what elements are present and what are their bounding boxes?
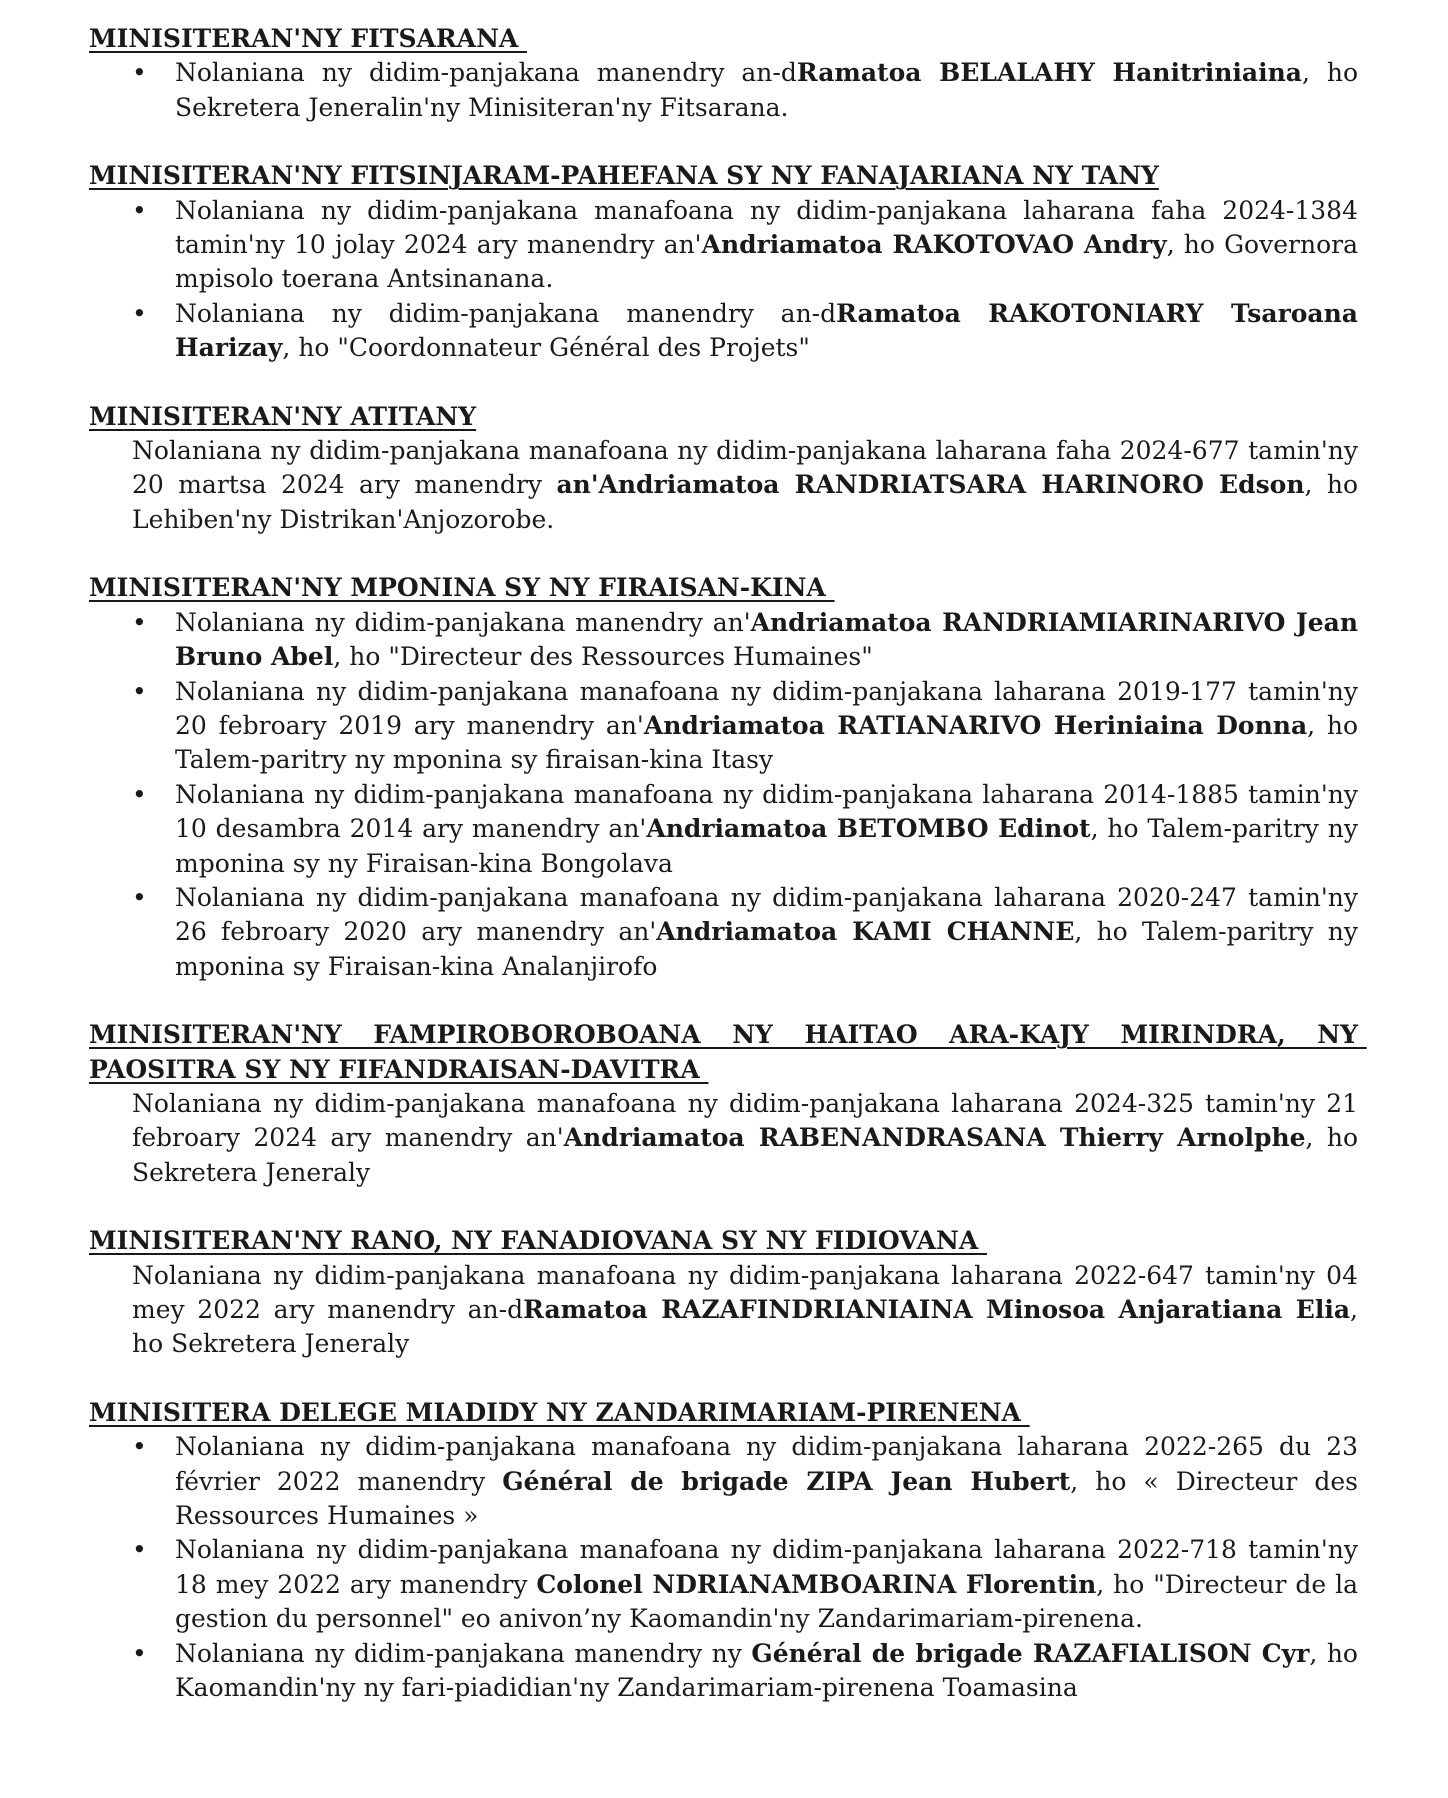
ministry-heading: MINISITERAN'NY ATITANY <box>89 401 477 431</box>
ministry-section <box>89 400 1358 538</box>
decree-text: Nolaniana ny didim-panjakana manafoana ny didim-panjakana laharana faha 2024-677 tamin'ny 20 martsa 2024 ary manendry <box>132 436 1358 500</box>
ministry-section <box>89 571 1358 984</box>
appointee-name: Ramatoa BELALAHY Hanitriniaina <box>796 58 1302 88</box>
appointee-name: Général de brigade ZIPA Jean Hubert <box>502 1466 1071 1496</box>
ministry-heading: MINISITERAN'NY FAMPIROBOROBOANA NY HAITAO ARA-KAJY MIRINDRA, NY PAOSITRA SY NY FIFANDRAISAN-DAVITRA <box>89 1020 1367 1084</box>
ministry-heading: MINISITERAN'NY MPONINA SY NY FIRAISAN-KINA <box>89 573 835 603</box>
ministry-section <box>89 1396 1358 1706</box>
decree-list-item <box>175 1637 1358 1706</box>
decree-list <box>89 56 1358 125</box>
decree-text: Nolaniana ny didim-panjakana manafoana ny didim-panjakana laharana 2014-1885 tamin'ny 10 desambra 2014 ary manendry an' <box>175 779 1358 844</box>
decree-list-item <box>175 778 1358 881</box>
decree-paragraph <box>132 1087 1358 1190</box>
decree-paragraph <box>132 434 1358 537</box>
decree-text: , ho Sekretera Jeneralin'ny Minisiteran'ny Fitsarana. <box>175 58 1358 122</box>
decree-text: , ho Sekretera Jeneraly <box>132 1295 1358 1359</box>
decree-text: , ho Governora mpisolo toerana Antsinanana. <box>175 230 1358 294</box>
decree-text: Nolaniana ny didim-panjakana manafoana ny didim-panjakana laharana 2022-265 du 23 février 2022 manendry <box>175 1432 1358 1496</box>
decree-text: , ho "Directeur de la gestion du personnel" eo anivon’ny Kaomandin'ny Zandarimariam-pirenena. <box>175 1569 1358 1634</box>
decree-text: Nolaniana ny didim-panjakana manafoana ny didim-panjakana laharana faha 2024-1384 tamin'ny 10 jolay 2024 ary manendry an' <box>175 195 1358 260</box>
decree-text: , ho Lehiben'ny Distrikan'Anjozorobe. <box>132 470 1358 534</box>
decree-text: Nolaniana ny didim-panjakana manendry an' <box>175 607 751 637</box>
appointee-name: Ramatoa RAKOTONIARY Tsaroana Harizay <box>175 298 1358 363</box>
decree-text: Nolaniana ny didim-panjakana manafoana ny didim-panjakana laharana 2022-718 tamin'ny 18 mey 2022 ary manendry <box>175 1535 1358 1599</box>
decree-text: Nolaniana ny didim-panjakana manendry an-d <box>175 58 797 88</box>
decree-text: , ho "Coordonnateur Général des Projets" <box>282 333 810 363</box>
decree-list-item <box>175 1430 1358 1533</box>
appointee-name: Andriamatoa RAKOTOVAO Andry <box>701 230 1167 260</box>
decree-text: , ho Talem-paritry ny mponina sy Firaisan-kina Analanjirofo <box>175 917 1358 981</box>
decree-text: Nolaniana ny didim-panjakana manafoana ny didim-panjakana laharana 2024-325 tamin'ny 21 febroary 2024 ary manendry an' <box>132 1088 1358 1153</box>
decree-text: , ho « Directeur des Ressources Humaines » <box>175 1466 1359 1531</box>
ministry-heading: MINISITERAN'NY FITSARANA <box>89 24 528 53</box>
appointee-name: Andriamatoa BETOMBO Edinot <box>646 814 1091 844</box>
decree-text: , ho "Directeur des Ressources Humaines" <box>333 642 873 672</box>
ministry-heading: MINISITERAN'NY RANO, NY FANADIOVANA SY NY FIDIOVANA <box>89 1226 987 1256</box>
decree-text: Nolaniana ny didim-panjakana manafoana ny didim-panjakana laharana 2019-177 tamin'ny 20 febroary 2019 ary manendry an' <box>175 676 1358 740</box>
appointee-name: Colonel NDRIANAMBOARINA Florentin <box>536 1569 1097 1599</box>
decree-text: Nolaniana ny didim-panjakana manafoana ny didim-panjakana laharana 2022-647 tamin'ny 04 mey 2022 ary manendry an-d <box>132 1260 1358 1324</box>
decree-paragraph <box>132 1259 1358 1362</box>
appointee-name: an'Andriamatoa RANDRIATSARA HARINORO Edson <box>556 470 1305 500</box>
appointee-name: Andriamatoa RABENANDRASANA Thierry Arnolphe <box>563 1123 1306 1153</box>
ministry-heading: MINISITERA DELEGE MIADIDY NY ZANDARIMARIAM-PIRENENA <box>89 1397 1030 1427</box>
decree-text: Nolaniana ny didim-panjakana manendry an-d <box>175 298 837 328</box>
decree-list-item <box>175 194 1358 297</box>
decree-list-item <box>175 297 1358 366</box>
document-body <box>89 22 1367 1739</box>
decree-list <box>89 606 1358 984</box>
decree-text: , ho Talem-paritry ny mponina sy ny Firaisan-kina Bongolava <box>175 814 1358 878</box>
decree-list-item <box>175 881 1358 984</box>
decree-list <box>89 1430 1358 1705</box>
ministry-section <box>89 1018 1367 1190</box>
decree-text: , ho Kaomandin'ny ny fari-piadidian'ny Zandarimariam-pirenena Toamasina <box>175 1638 1358 1703</box>
decree-text: , ho Talem-paritry ny mponina sy firaisan-kina Itasy <box>175 710 1359 775</box>
decree-list-item <box>175 675 1358 778</box>
decree-text: Nolaniana ny didim-panjakana manafoana ny didim-panjakana laharana 2020-247 tamin'ny 26 febroary 2020 ary manendry an' <box>175 882 1358 947</box>
decree-list-item <box>175 606 1358 675</box>
appointee-name: Andriamatoa RATIANARIVO Heriniaina Donna <box>643 710 1308 740</box>
appointee-name: Andriamatoa RANDRIAMIARINARIVO Jean Bruno Abel <box>175 607 1358 672</box>
decree-list-item <box>175 1533 1358 1636</box>
decree-text: Nolaniana ny didim-panjakana manendry ny <box>175 1638 752 1668</box>
decree-list-item <box>175 56 1358 125</box>
appointee-name: Andriamatoa KAMI CHANNE <box>656 917 1075 947</box>
ministry-heading: MINISITERAN'NY FITSINJARAM-PAHEFANA SY NY FANAJARIANA NY TANY <box>89 161 1159 191</box>
ministry-section <box>89 159 1358 365</box>
appointee-name: Général de brigade RAZAFIALISON Cyr <box>751 1638 1310 1668</box>
ministry-section <box>89 1224 1358 1362</box>
decree-list <box>89 194 1358 366</box>
decree-text: , ho Sekretera Jeneraly <box>132 1123 1358 1187</box>
appointee-name: Ramatoa RAZAFINDRIANIAINA Minosoa Anjaratiana Elia <box>523 1295 1351 1324</box>
ministry-section <box>89 22 1358 125</box>
